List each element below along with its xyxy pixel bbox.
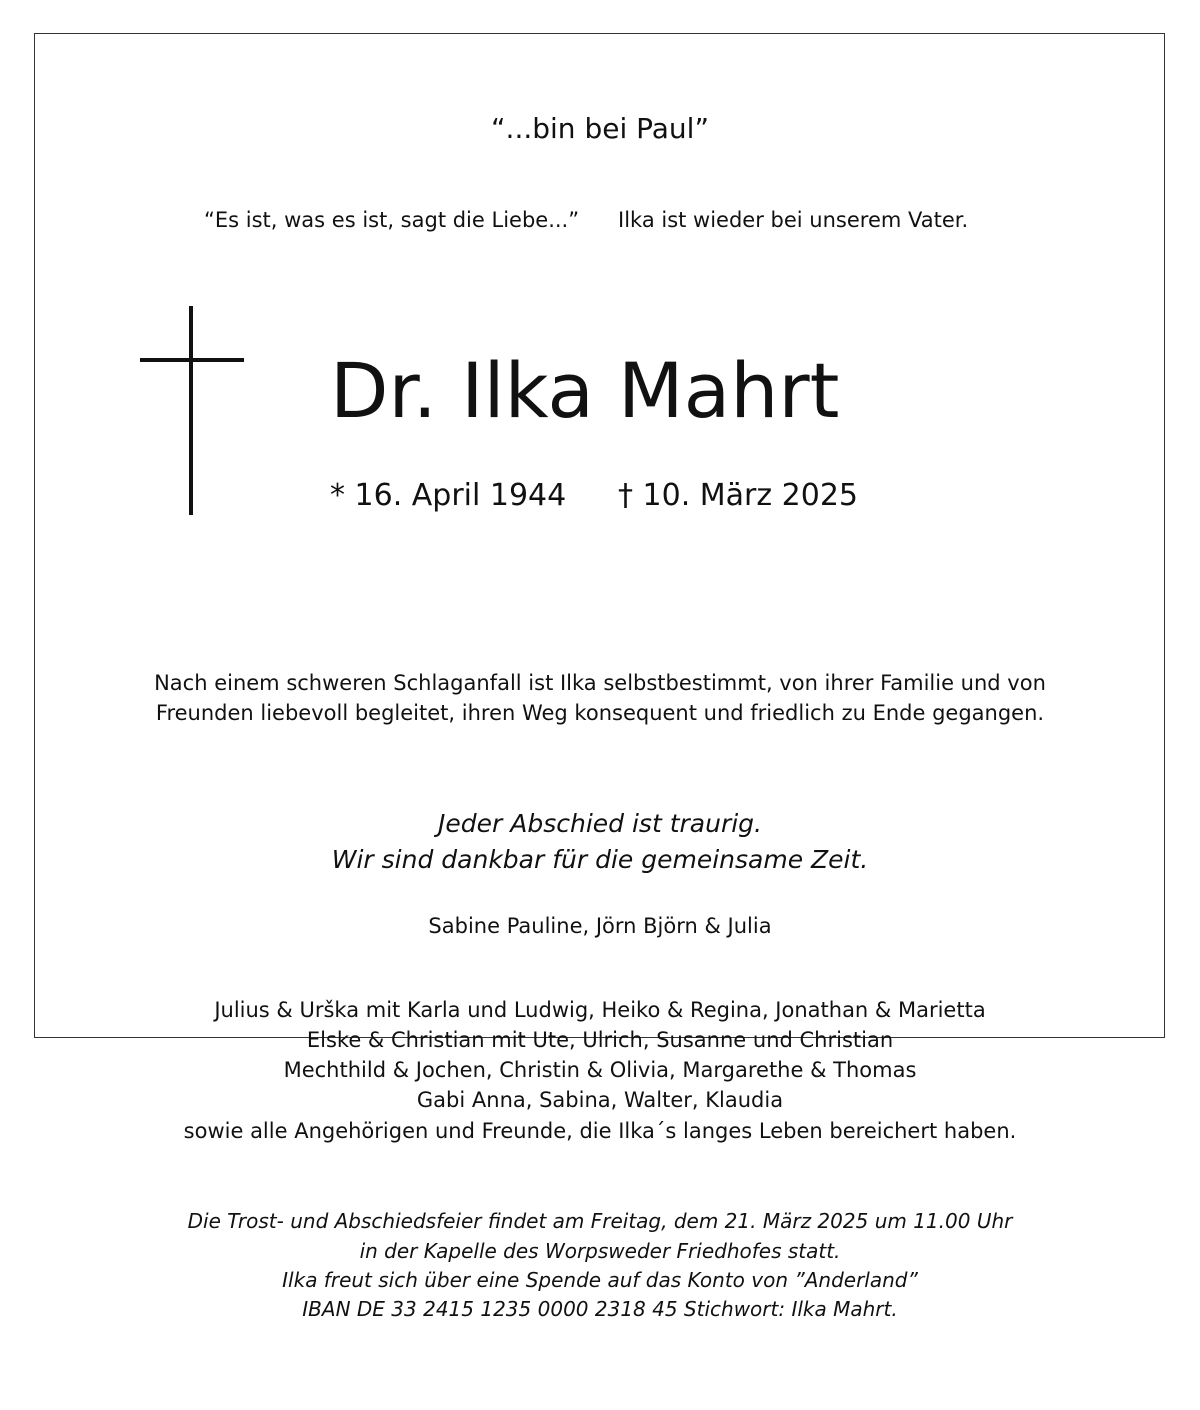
story-line-1: Nach einem schweren Schlaganfall ist Ilka selbstbestimmt, von ihrer Familie und von <box>154 671 1046 695</box>
ceremony-line-2: in der Kapelle des Worpsweder Friedhofes statt. <box>359 1239 841 1263</box>
cross-icon <box>140 306 244 515</box>
father-sentence: Ilka ist wieder bei unserem Vater. <box>618 208 969 232</box>
ceremony-line-1: Die Trost- und Abschiedsfeier findet am Freitag, dem 21. März 2025 um 11.00 Uhr <box>187 1209 1013 1233</box>
family-line-5: sowie alle Angehörigen und Freunde, die Ilka´s langes Leben bereichert haben. <box>183 1119 1017 1143</box>
birth-date: * 16. April 1944 <box>330 478 567 513</box>
children-names: Sabine Pauline, Jörn Björn & Julia <box>428 914 772 938</box>
family-line-2: Elske & Christian mit Ute, Ulrich, Susanne und Christian <box>306 1028 894 1052</box>
family-line-1: Julius & Urška mit Karla und Ludwig, Heiko & Regina, Jonathan & Marietta <box>214 998 986 1022</box>
love-quote: “Es ist, was es ist, sagt die Liebe...” <box>204 208 580 232</box>
deceased-name: Dr. Ilka Mahrt <box>330 346 840 435</box>
death-date: † 10. März 2025 <box>618 478 859 513</box>
iban-line: IBAN DE 33 2415 1235 0000 2318 45 Stichwort: Ilka Mahrt. <box>302 1297 898 1321</box>
cross-vertical-bar <box>189 306 193 515</box>
donation-line: Ilka freut sich über eine Spende auf das Konto von ”Anderland” <box>282 1268 918 1292</box>
farewell-line-2: Wir sind dankbar für die gemeinsame Zeit. <box>331 845 869 874</box>
farewell-line-1: Jeder Abschied ist traurig. <box>438 809 762 838</box>
cross-horizontal-bar <box>140 358 244 362</box>
family-line-4: Gabi Anna, Sabina, Walter, Klaudia <box>416 1088 784 1112</box>
story-line-2: Freunden liebevoll begleitet, ihren Weg konsequent und friedlich zu Ende gegangen. <box>155 701 1045 725</box>
motto-quote: “...bin bei Paul” <box>491 112 709 145</box>
notice-border <box>34 33 1165 1038</box>
family-line-3: Mechthild & Jochen, Christin & Olivia, Margarethe & Thomas <box>283 1058 917 1082</box>
